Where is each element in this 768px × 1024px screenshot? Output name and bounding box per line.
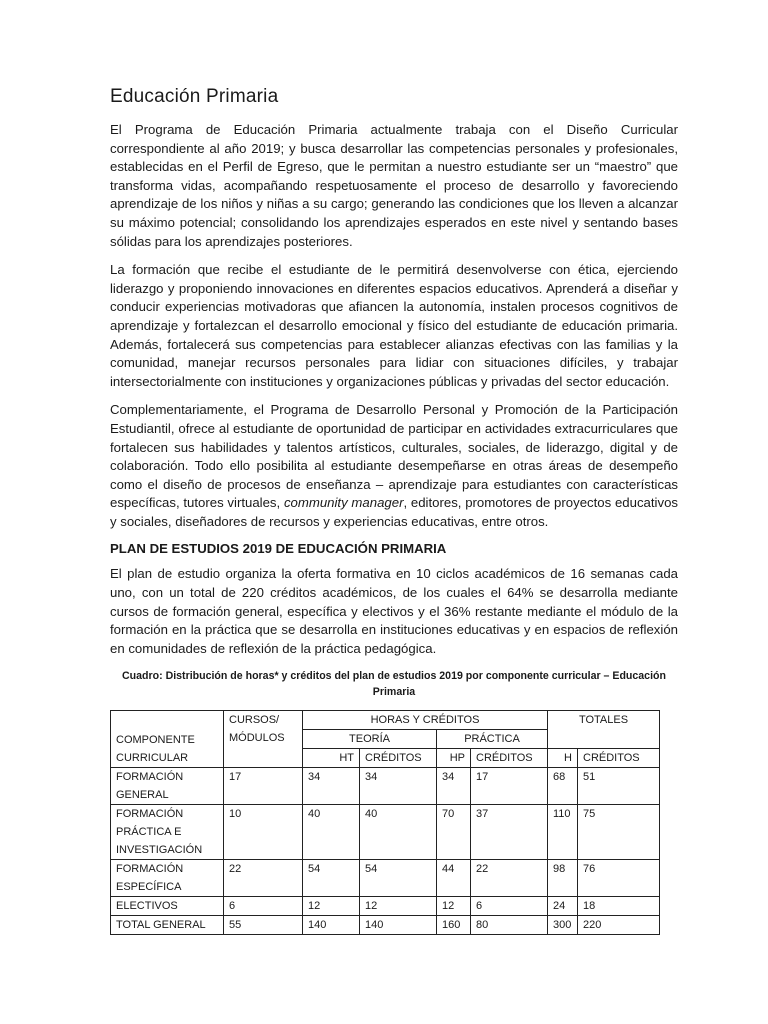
table-caption: Cuadro: Distribución de horas* y créditos del plan de estudios 2019 por componente curricular – Educación Primaria [122,670,666,699]
header-teoria: TEORÍA [303,730,437,749]
row-creditos-totales: 75 [578,805,660,860]
header-componente: COMPONENTE CURRICULAR [111,711,224,768]
row-cursos: 22 [224,860,303,897]
row-creditos-teoria: 40 [360,805,437,860]
row-creditos-practica: 37 [471,805,548,860]
row-h: 300 [548,916,578,935]
header-horas-creditos: HORAS Y CRÉDITOS [303,711,548,730]
row-creditos-teoria: 12 [360,897,437,916]
row-creditos-teoria: 54 [360,860,437,897]
row-cursos: 17 [224,768,303,805]
row-componente: ELECTIVOS [111,897,224,916]
paragraph-complementario-part1: Complementariamente, el Programa de Desarrollo Personal y Promoción de la Participación Estudiantil, ofrece al estudiante de oportunidad de participar en actividades extracurriculares que fortalecen sus habilidades y talentos artísticos, culturales, sociales, de liderazgo, digital y de colaboración. Todo ello posibilita al estudiante desempeñarse en otras áreas de desempeño como el diseño de procesos de enseñanza – aprendizaje para estudiantes con características específicas, tutores virtuales, [110,402,678,511]
page-title: Educación Primaria [110,86,279,107]
row-ht: 140 [303,916,360,935]
table-row [111,768,660,805]
header-totales: TOTALES [548,711,660,749]
row-creditos-practica: 80 [471,916,548,935]
credits-table [110,710,660,935]
row-ht: 40 [303,805,360,860]
header-h: H [548,749,578,768]
row-h: 110 [548,805,578,860]
row-hp: 34 [437,768,471,805]
table-row-total [111,916,660,935]
row-cursos: 6 [224,897,303,916]
header-ht: HT [303,749,360,768]
paragraph-complementario [110,401,678,531]
row-creditos-practica: 6 [471,897,548,916]
row-cursos: 10 [224,805,303,860]
header-hp: HP [437,749,471,768]
row-hp: 44 [437,860,471,897]
paragraph-formacion: La formación que recibe el estudiante de le permitirá desenvolverse con ética, ejerciendo liderazgo y proponiendo innovaciones en diferentes espacios educativos. Aprenderá a diseñar y conducir experiencias motivadoras que afiancen la autonomía, instalen procesos cognitivos de aprendizaje y fortalezcan el desarrollo emocional y físico del estudiante de educación primaria. Además, fortalecerá sus competencias para establecer alianzas efectivas con las familias y la comunidad, manejar recursos personales para lidiar con situaciones difíciles, y trabajar intersectorialmente con instituciones y organizaciones públicas y privadas del sector educación. [110,262,678,389]
row-hp: 70 [437,805,471,860]
row-creditos-practica: 17 [471,768,548,805]
row-hp: 160 [437,916,471,935]
row-hp: 12 [437,897,471,916]
paragraph-intro: El Programa de Educación Primaria actualmente trabaja con el Diseño Curricular correspondiente al año 2019; y busca desarrollar las competencias personales y profesionales, establecidas en el Perfil de Egreso, que le permitan a nuestro estudiante ser un “maestro” que transforma vidas, acompañando respetuosamente el proceso de desarrollo y favoreciendo aprendizaje de los niños y niñas a su cargo; generando las condiciones que los lleven a alcanzar su máximo potencial; consolidando los aprendizajes esperados en este nivel y sentando bases sólidas para los aprendizajes posteriores. [110,122,678,249]
row-ht: 54 [303,860,360,897]
header-practica: PRÁCTICA [437,730,548,749]
plan-heading: PLAN DE ESTUDIOS 2019 DE EDUCACIÓN PRIMARIA [110,541,447,557]
row-creditos-practica: 22 [471,860,548,897]
row-h: 24 [548,897,578,916]
table-row [111,897,660,916]
row-ht: 12 [303,897,360,916]
row-creditos-totales: 76 [578,860,660,897]
row-creditos-totales: 220 [578,916,660,935]
table-row [111,860,660,897]
row-componente: FORMACIÓN GENERAL [111,768,224,805]
row-componente: TOTAL GENERAL [111,916,224,935]
row-creditos-teoria: 140 [360,916,437,935]
row-creditos-teoria: 34 [360,768,437,805]
row-componente: FORMACIÓN PRÁCTICA E INVESTIGACIÓN [111,805,224,860]
row-creditos-totales: 18 [578,897,660,916]
paragraph-complementario-emphasis: community manager [283,495,404,511]
paragraph-plan: El plan de estudio organiza la oferta formativa en 10 ciclos académicos de 16 semanas cada uno, con un total de 220 créditos académicos, de los cuales el 64% se desarrolla mediante cursos de formación general, específica y electivos y el 36% restante mediante el módulo de la formación en la práctica que se desarrolla en instituciones educativas y en espacios de reflexión en comunidades de reflexión de la práctica pedagógica. [110,566,678,656]
header-creditos-totales: CRÉDITOS [578,749,660,768]
row-cursos: 55 [224,916,303,935]
row-h: 68 [548,768,578,805]
row-componente: FORMACIÓN ESPECÍFICA [111,860,224,897]
row-h: 98 [548,860,578,897]
row-ht: 34 [303,768,360,805]
header-creditos-teoria: CRÉDITOS [360,749,437,768]
paragraph-complementario-part2: , editores, promotores de proyectos educativos y sociales, diseñadores de recursos y experiencias educativas, entre otros. [110,495,678,529]
table-header-row-1 [111,711,660,730]
header-cursos: CURSOS/ MÓDULOS [224,711,303,768]
table-row [111,805,660,860]
document-page [110,86,678,935]
row-creditos-totales: 51 [578,768,660,805]
header-creditos-practica: CRÉDITOS [471,749,548,768]
